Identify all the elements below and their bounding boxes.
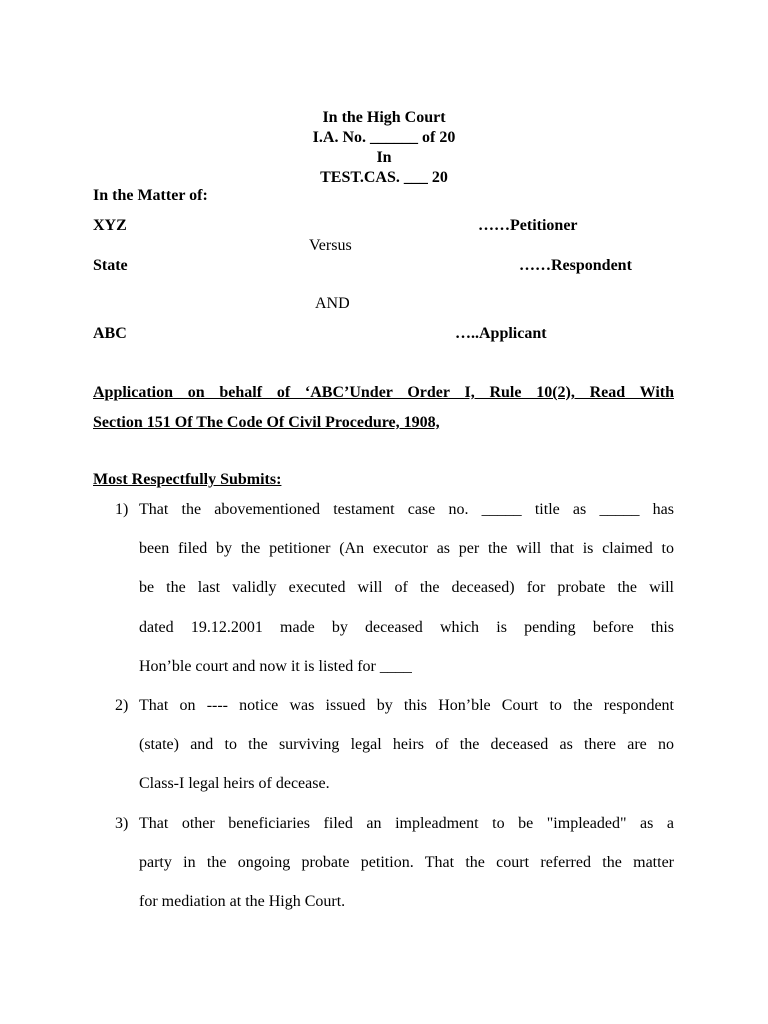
item-2-line-1: That on ---- notice was issued by this Hon’ble Court to the respondent [139,697,674,714]
item-3-line-1: That other beneficiaries filed an impleadment to be "impleaded" as a [139,815,674,832]
petitioner-name: XYZ [93,217,127,234]
submission-heading: Most Respectfully Submits: [93,471,282,488]
item-2-line-2: (state) and to the surviving legal heirs of the deceased as there are no [139,736,674,753]
application-heading-line1: Application on behalf of ‘ABC’Under Order I, Rule 10(2), Read With [93,384,674,401]
in-label: In [376,149,392,166]
item-3-number: 3) [115,815,129,832]
respondent-role: ……Respondent [519,257,632,274]
item-2-number: 2) [115,697,129,714]
item-3-line-2: party in the ongoing probate petition. That the court referred the matter [139,854,674,871]
item-1-line-2: been filed by the petitioner (An executor as per the will that is claimed to [139,540,674,557]
item-2-line-3: Class-I legal heirs of decease. [139,775,330,792]
test-case-number: TEST.CAS. ___ 20 [320,169,448,186]
applicant-name: ABC [93,325,127,342]
and-label: AND [315,295,350,312]
item-1-line-4: dated 19.12.2001 made by deceased which is pending before this [139,619,674,636]
item-3-line-3: for mediation at the High Court. [139,893,346,910]
versus-label: Versus [309,237,352,254]
item-1-line-3: be the last validly executed will of the deceased) for probate the will [139,579,674,596]
item-1-number: 1) [115,501,129,518]
petitioner-role: ……Petitioner [478,217,578,234]
matter-title: In the Matter of: [93,187,208,204]
court-title: In the High Court [322,109,446,126]
respondent-name: State [93,257,128,274]
item-1-line-1: That the abovementioned testament case no. _____ title as _____ has [139,501,674,518]
ia-number: I.A. No. ______ of 20 [312,129,456,146]
applicant-role: …..Applicant [455,325,547,342]
application-heading-line2: Section 151 Of The Code Of Civil Procedure, 1908, [93,414,440,431]
item-1-line-5: Hon’ble court and now it is listed for ____ [139,658,412,675]
